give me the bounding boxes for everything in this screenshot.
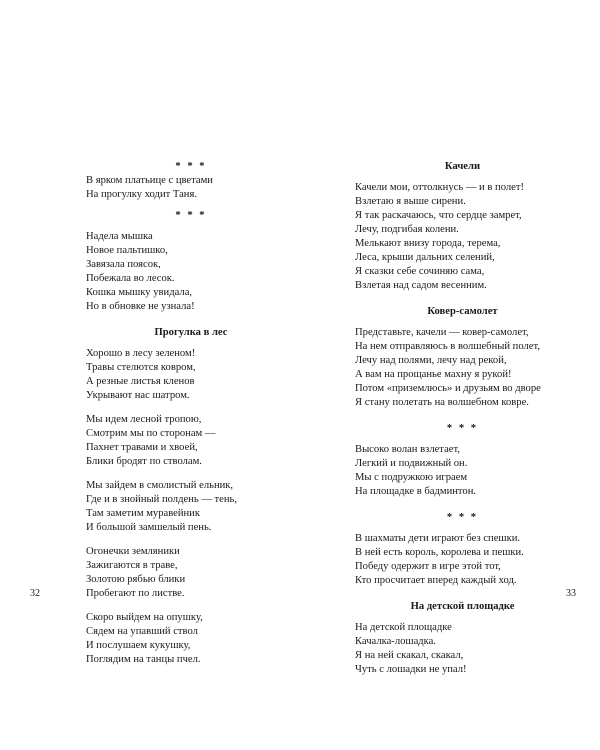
poem-line: Качели мои, оттолкнусь — и в полет!: [355, 182, 525, 193]
poem-line: Травы стелются ковром,: [86, 362, 196, 373]
poem-line: Побежала во лесок.: [86, 273, 175, 284]
poem-line: Поглядим на танцы пчел.: [86, 654, 201, 665]
poem-line: Огонечки земляники: [86, 546, 180, 557]
poem-line: Мы идем лесной тропою,: [86, 414, 202, 425]
poem-line: Укрывают нас шатром.: [86, 390, 190, 401]
poem-line: Мы зайдем в смолистый ельник,: [86, 480, 234, 491]
page-number-right: 33: [566, 588, 576, 599]
poem-line: Где и в знойный полдень — тень,: [86, 494, 238, 505]
stanza: [86, 479, 296, 535]
poem-line: Я так раскачаюсь, что сердце замрет,: [355, 210, 522, 221]
poem-line: Мелькают внизу города, терема,: [355, 238, 501, 249]
poem-line: Победу одержит в игре этой тот,: [355, 561, 501, 572]
poem-line: Пробегают по листве.: [86, 588, 185, 599]
poem-mouse: [86, 230, 296, 314]
poem-line: Блики бродят по стволам.: [86, 456, 202, 467]
page-number-left: 32: [30, 588, 40, 599]
poem-line: А резные листья кленов: [86, 376, 195, 387]
poem-line: Завязала поясок,: [86, 259, 161, 270]
poem-title: Ковер-самолет: [427, 306, 498, 317]
poem-line: В ярком платьице с цветами: [86, 175, 213, 186]
poem-line: Сядем на упавший ствол: [86, 626, 198, 637]
stanza: [86, 347, 296, 403]
poem-badminton: [355, 443, 570, 499]
poem-line: В шахматы дети играют без спешки.: [355, 533, 521, 544]
stanza: [86, 545, 296, 601]
poem-line: Леса, крыши дальних селений,: [355, 252, 495, 263]
poem-playground: [355, 621, 570, 677]
poem-line: На прогулку ходит Таня.: [86, 189, 197, 200]
poem-line: Я сказки себе сочиняю сама,: [355, 266, 485, 277]
poem-line: Скоро выйдем на опушку,: [86, 612, 203, 623]
poem-line: И большой замшелый пень.: [86, 522, 212, 533]
poem-line: Представьте, качели — ковер-самолет,: [355, 327, 529, 338]
poem-separator: * * *: [446, 423, 479, 434]
poem-line: Там заметим муравейник: [86, 508, 201, 519]
poem-line: Я стану полетать на волшебном ковре.: [355, 397, 529, 408]
poem-line: Хорошо в лесу зеленом!: [86, 348, 196, 359]
poem-line: Кошка мышку увидала,: [86, 287, 193, 298]
poem-line: Взлетаю я выше сирени.: [355, 196, 466, 207]
poem-swing: [355, 181, 570, 293]
poem-line: Кто просчитает вперед каждый ход.: [355, 575, 517, 586]
poem-separator: * * *: [446, 512, 479, 523]
right-page: [355, 160, 570, 677]
poem-title: Прогулка в лес: [154, 327, 228, 338]
left-page: [86, 160, 296, 667]
poem-line: На площадке в бадминтон.: [355, 486, 477, 497]
poem-line: Зажигаются в траве,: [86, 560, 178, 571]
poem-line: Новое пальтишко,: [86, 245, 168, 256]
poem-line: Я на ней скакал, скакал,: [355, 650, 464, 661]
poem-line: Высоко волан взлетает,: [355, 444, 460, 455]
poem-line: Легкий и подвижный он.: [355, 458, 468, 469]
poem-line: Лечу, подгибая колени.: [355, 224, 459, 235]
poem-line: На детской площадке: [355, 622, 452, 633]
poem-line: Лечу над полями, лечу над рекой,: [355, 355, 507, 366]
poem-line: И послушаем кукушку,: [86, 640, 191, 651]
stanza: [86, 611, 296, 667]
poem-title: Качели: [444, 161, 481, 172]
stanza: [86, 413, 296, 469]
poem-line: На нем отправляюсь в волшебный полет,: [355, 341, 540, 352]
poem-separator: * * *: [175, 210, 207, 221]
poem-line: Мы с подружкою играем: [355, 472, 468, 483]
poem-line: Смотрим мы по сторонам —: [86, 428, 216, 439]
poem-line: Качалка-лошадка.: [355, 636, 436, 647]
poem-line: Взлетая над садом весенним.: [355, 280, 487, 291]
poem-line: Золотою рябью блики: [86, 574, 186, 585]
poem-line: Чуть с лошадки не упал!: [355, 664, 467, 675]
poem-line: В ней есть король, королева и пешки.: [355, 547, 524, 558]
poem-separator: * * *: [175, 161, 207, 172]
poem-line: А вам на прощанье махну я рукой!: [355, 369, 512, 380]
poem-line: Потом «приземлюсь» и друзьям во дворе: [355, 383, 541, 394]
poem-couplet: [86, 174, 296, 202]
poem-chess: [355, 532, 570, 588]
poem-line: Надела мышка: [86, 231, 153, 242]
poem-carpet: [355, 326, 570, 410]
poem-line: Пахнет травами и хвоей,: [86, 442, 198, 453]
poem-title: На детской площадке: [410, 601, 515, 612]
poem-line: Но в обновке не узнала!: [86, 301, 195, 312]
